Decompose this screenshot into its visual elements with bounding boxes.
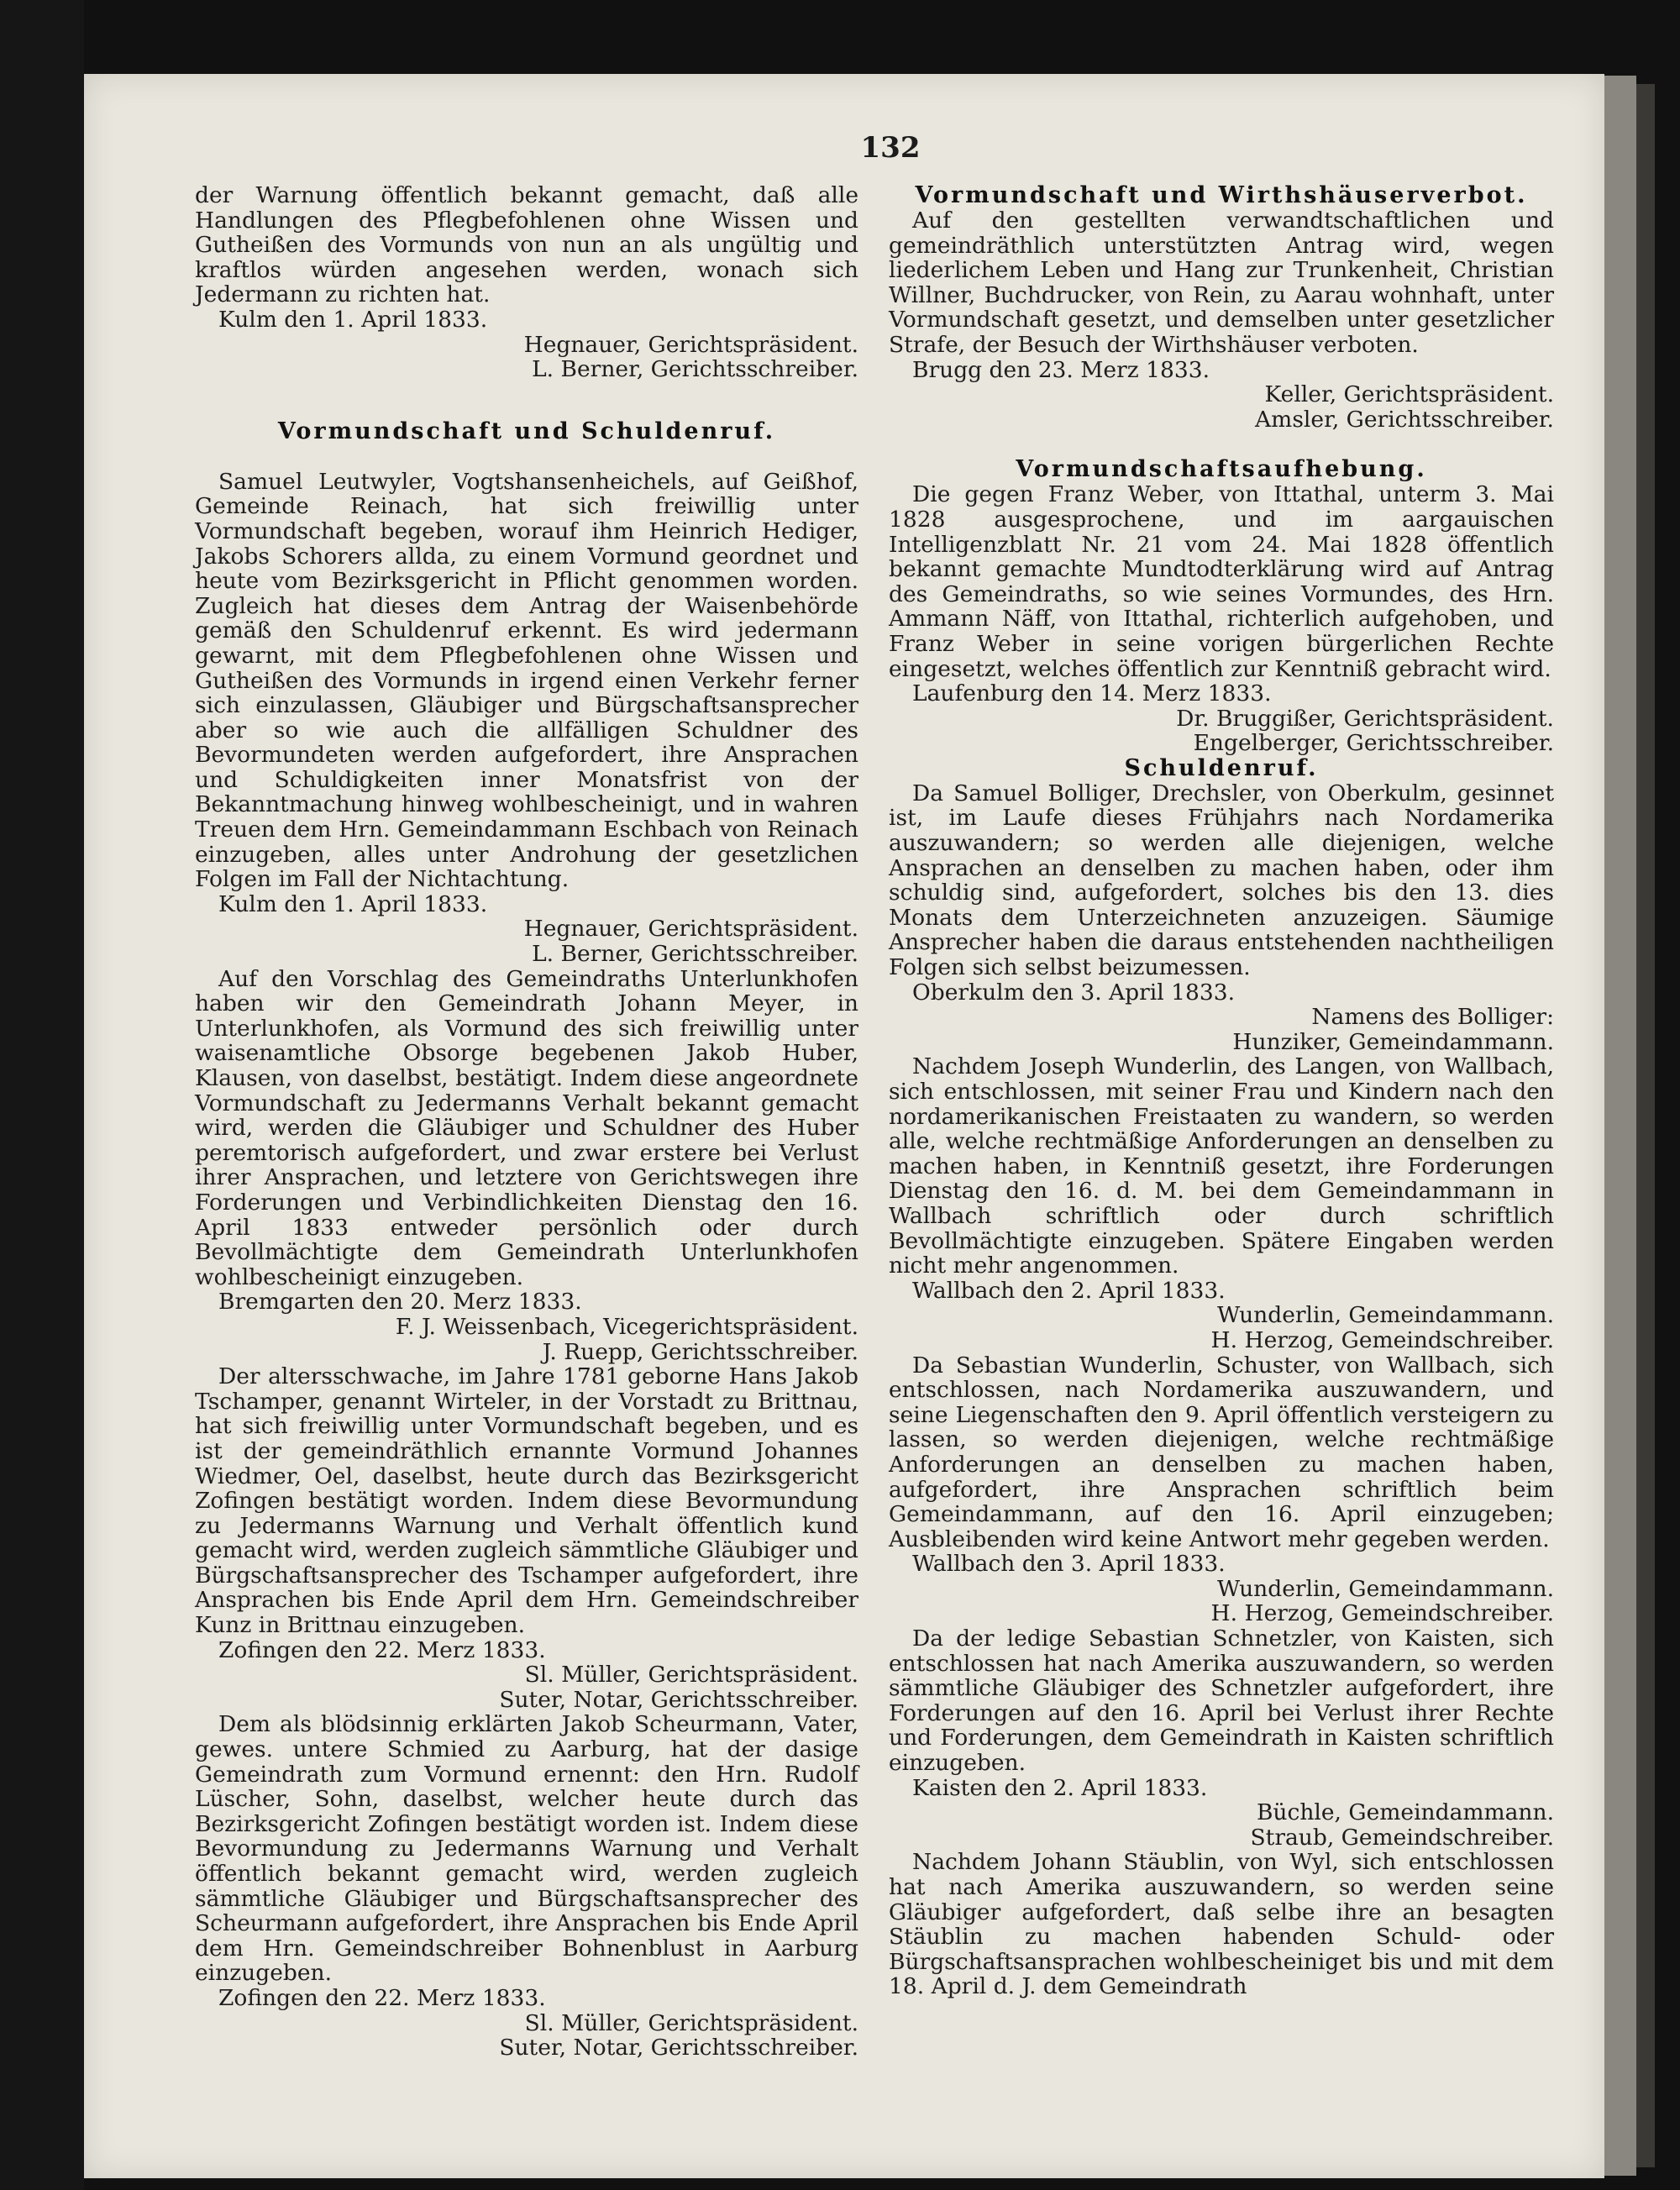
notice-signature: Wunderlin, Gemeindammann.	[1216, 1302, 1554, 1329]
section-heading: Vormundschaft und Wirthshäuserverbot.	[915, 182, 1528, 208]
notice-signature: Wunderlin, Gemeindammann.	[1216, 1575, 1554, 1602]
notice-date: Kulm den 1. April 1833.	[218, 306, 488, 333]
notice-signature: H. Herzog, Gemeindschreiber.	[1210, 1326, 1554, 1353]
page-number: 132	[860, 131, 921, 165]
notice-date: Kaisten den 2. April 1833.	[912, 1774, 1208, 1801]
section-heading: Vormundschaft und Schuldenruf.	[277, 418, 776, 444]
notice-signature: F. J. Weissenbach, Vicegerichtspräsident.	[395, 1313, 858, 1340]
notice-paragraph: Da Samuel Bolliger, Drechsler, von Oberkulm, gesinnet ist, im Laufe dieses Frühjahrs nach Nordamerika auszuwandern; so werden alle diejenigen, welche Ansprachen an denselben zu machen haben, oder ihm schuldig sind, aufgefordert, solches bis den 13. dies Monats dem Unterzeichneten anzuzeigen. Säumige Ansprecher haben die daraus entstehenden nachtheiligen Folgen sich selbst beizumessen.	[889, 780, 1554, 981]
notice-signature: Suter, Notar, Gerichtsschreiber.	[499, 2035, 858, 2061]
notice-paragraph: der Warnung öffentlich bekannt gemacht, daß alle Handlungen des Pflegbefohlenen ohne Wissen und Gutheißen des Vormunds von nun an als ungültig und kraftlos würden angesehen werden, wonach sich Jedermann zu richten hat.	[195, 182, 858, 308]
notice-signature: H. Herzog, Gemeindschreiber.	[1210, 1600, 1554, 1627]
notice-paragraph: Da der ledige Sebastian Schnetzler, von Kaisten, sich entschlossen hat nach Amerika auszuwandern, so werden sämmtliche Gläubiger des Schnetzler aufgefordert, ihre Forderungen auf den 16. April bei Verlust ihrer Rechte und Forderungen, dem Gemeindrath in Kaisten schriftlich einzugeben.	[889, 1625, 1554, 1777]
notice-paragraph: Auf den gestellten verwandtschaftlichen und gemeindräthlich unterstützten Antrag wird, wegen liederlichem Leben und Hang zur Trunkenheit, Christian Willner, Buchdrucker, von Rein, zu Aarau wohnhaft, unter Vormundschaft gesetzt, und demselben unter gesetzlicher Strafe, der Besuch der Wirthshäuser verboten.	[889, 207, 1554, 358]
notice-paragraph: Dem als blödsinnig erklärten Jakob Scheurmann, Vater, gewes. untere Schmied zu Aarburg, hat der dasige Gemeindrath zum Vormund ernennt: den Hrn. Rudolf Lüscher, Sohn, daselbst, welcher heute durch das Bezirksgericht Zofingen bestätigt worden ist. Indem diese Bevormundung zu Jedermanns Warnung und Verhalt öffentlich bekannt gemacht wird, werden zugleich sämmtliche Gläubiger und Bürgschaftsansprecher des Scheurmann aufgefordert, ihre Ansprachen bis Ende April dem Hrn. Gemeindschreiber Bohnenblust in Aarburg einzugeben.	[195, 1711, 858, 1987]
notice-paragraph: Die gegen Franz Weber, von Ittathal, unterm 3. Mai 1828 ausgesprochene, und im aargauischen Intelligenzblatt Nr. 21 vom 24. Mai 1828 öffentlich bekannt gemachte Mundtodterklärung wird auf Antrag des Gemeindraths, so wie seines Vormundes, des Hrn. Ammann Näff, von Ittathal, richterlich aufgehoben, und Franz Weber in seine vorigen bürgerlichen Rechte eingesetzt, welches öffentlich zur Kenntniß gebracht wird.	[889, 481, 1554, 682]
notice-signature: Straub, Gemeindschreiber.	[1250, 1824, 1554, 1851]
notice-paragraph: Nachdem Joseph Wunderlin, des Langen, von Wallbach, sich entschlossen, mit seiner Frau und Kindern nach den nordamerikanischen Freistaaten zu wandern, so werden alle, welche rechtmäßige Anforderungen an denselben zu machen haben, in Kenntniß gesetzt, ihre Forderungen Dienstag den 16. d. M. bei dem Gemeindammann in Wallbach schriftlich oder durch schriftlich Bevollmächtigte einzugeben. Spätere Eingaben werden nicht mehr angenommen.	[889, 1053, 1554, 1279]
notice-date: Kulm den 1. April 1833.	[218, 890, 488, 917]
spacer	[195, 444, 858, 470]
notice-signature: Hegnauer, Gerichtspräsident.	[523, 916, 858, 943]
notice-signature: Engelberger, Gerichtsschreiber.	[1193, 730, 1554, 757]
notice-date: Wallbach den 2. April 1833.	[912, 1277, 1226, 1304]
notice-signature: J. Ruepp, Gerichtsschreiber.	[542, 1338, 858, 1365]
notice-date: Zofingen den 22. Merz 1833.	[218, 1984, 546, 2011]
notice-signature: Hunziker, Gemeindammann.	[1232, 1028, 1554, 1055]
notice-signature: Sl. Müller, Gerichtspräsident.	[524, 2009, 858, 2036]
notice-signature: Namens des Bolliger:	[1311, 1004, 1554, 1031]
spacer	[889, 432, 1554, 457]
notice-paragraph: Da Sebastian Wunderlin, Schuster, von Wallbach, sich entschlossen, nach Nordamerika auszuwandern, und seine Liegenschaften den 9. April öffentlich versteigern zu lassen, so werden diejenigen, welche rechtmäßige Anforderungen an denselben zu machen haben, aufgefordert, ihre Ansprachen schriftlich beim Gemeindammann, auf den 16. April einzugeben; Ausbleibenden wird keine Antwort mehr gegeben werden.	[889, 1352, 1554, 1552]
notice-paragraph: Nachdem Johann Stäublin, von Wyl, sich entschlossen hat nach Amerika auszuwandern, so werden seine Gläubiger aufgefordert, daß selbe ihre an besagten Stäublin zu machen habenden Schuld- oder Bürgschaftsansprachen wohlbescheiniget bis und mit dem 18. April d. J. dem Gemeindrath	[889, 1849, 1554, 2000]
scan-background	[0, 0, 84, 2190]
notice-signature: Dr. Bruggißer, Gerichtspräsident.	[1176, 705, 1554, 732]
notice-paragraph: Auf den Vorschlag des Gemeindraths Unterlunkhofen haben wir den Gemeindrath Johann Meyer, in Unterlunkhofen, als Vormund des sich freiwillig unter waisenamtliche Obsorge begebenen Jakob Huber, Klausen, von daselbst, bestätigt. Indem diese angeordnete Vormundschaft zu Jedermanns Verhalt bekannt gemacht wird, werden die Gläubiger und Schuldner des Huber peremtorisch aufgefordert, und zwar erstere bei Verlust ihrer Ansprachen, und letztere von Gerichtswegen ihre Forderungen und Verbindlichkeiten Dienstag den 16. April 1833 entweder persönlich oder durch Bevollmächtigte dem Gemeindrath Unterlunkhofen wohlbescheinigt einzugeben.	[195, 965, 858, 1290]
notice-signature: L. Berner, Gerichtsschreiber.	[532, 356, 858, 383]
section-heading: Schuldenruf.	[1124, 754, 1319, 781]
left-column	[195, 183, 858, 2061]
page-edge	[1604, 76, 1636, 2176]
notice-date: Laufenburg den 14. Merz 1833.	[912, 680, 1272, 707]
notice-paragraph: Samuel Leutwyler, Vogtshansenheichels, auf Geißhof, Gemeinde Reinach, hat sich freiwillig unter Vormundschaft begeben, worauf ihm Heinrich Hediger, Jakobs Schorers allda, zu einem Vormund geordnet und heute vom Bezirksgericht in Pflicht genommen worden. Zugleich hat dieses dem Antrag der Waisenbehörde gemäß den Schuldenruf erkennt. Es wird jedermann gewarnt, mit dem Pflegbefohlenen ohne Wissen und Gutheißen des Vormunds in irgend einen Verkehr ferner sich einzulassen, Gläubiger und Bürgschaftsansprecher aber so wie auch die allfälligen Schuldner des Bevormundeten werden aufgefordert, ihre Ansprachen und Schuldigkeiten inner Monatsfrist von der Bekanntmachung hinweg wohlbescheinigt, und in wahren Treuen dem Hrn. Gemeindammann Eschbach von Reinach einzugeben, alles unter Androhung der gesetzlichen Folgen im Fall der Nichtachtung.	[195, 468, 858, 893]
notice-signature: Keller, Gerichtspräsident.	[1264, 381, 1554, 408]
section-heading: Vormundschaftsaufhebung.	[1016, 456, 1427, 483]
page-edge-shadow	[1636, 84, 1655, 2167]
notice-signature: Suter, Notar, Gerichtsschreiber.	[499, 1686, 858, 1713]
notice-signature: L. Berner, Gerichtsschreiber.	[532, 941, 858, 968]
notice-date: Oberkulm den 3. April 1833.	[912, 979, 1236, 1006]
right-column	[889, 183, 1554, 1999]
notice-signature: Büchle, Gemeindammann.	[1256, 1799, 1554, 1826]
notice-date: Wallbach den 3. April 1833.	[912, 1551, 1226, 1578]
notice-signature: Amsler, Gerichtsschreiber.	[1255, 406, 1554, 433]
notice-signature: Hegnauer, Gerichtspräsident.	[523, 331, 858, 358]
spacer	[195, 382, 858, 419]
notice-date: Brugg den 23. Merz 1833.	[912, 356, 1210, 383]
notice-signature: Sl. Müller, Gerichtspräsident.	[524, 1662, 858, 1688]
notice-date: Bremgarten den 20. Merz 1833.	[218, 1289, 582, 1316]
notice-date: Zofingen den 22. Merz 1833.	[218, 1636, 546, 1663]
notice-paragraph: Der altersschwache, im Jahre 1781 geborne Hans Jakob Tschamper, genannt Wirteler, in der Vorstadt zu Brittnau, hat sich freiwillig unter Vormundschaft begeben, und es ist der gemeindräthlich ernannte Vormund Johannes Wiedmer, Oel, daselbst, heute durch das Bezirksgericht Zofingen bestätigt worden. Indem diese Bevormundung zu Jedermanns Warnung und Verhalt öffentlich kund gemacht wird, werden zugleich sämmtliche Gläubiger und Bürgschaftsansprecher des Tschamper aufgefordert, ihre Ansprachen bis Ende April dem Hrn. Gemeindschreiber Kunz in Brittnau einzugeben.	[195, 1363, 858, 1639]
